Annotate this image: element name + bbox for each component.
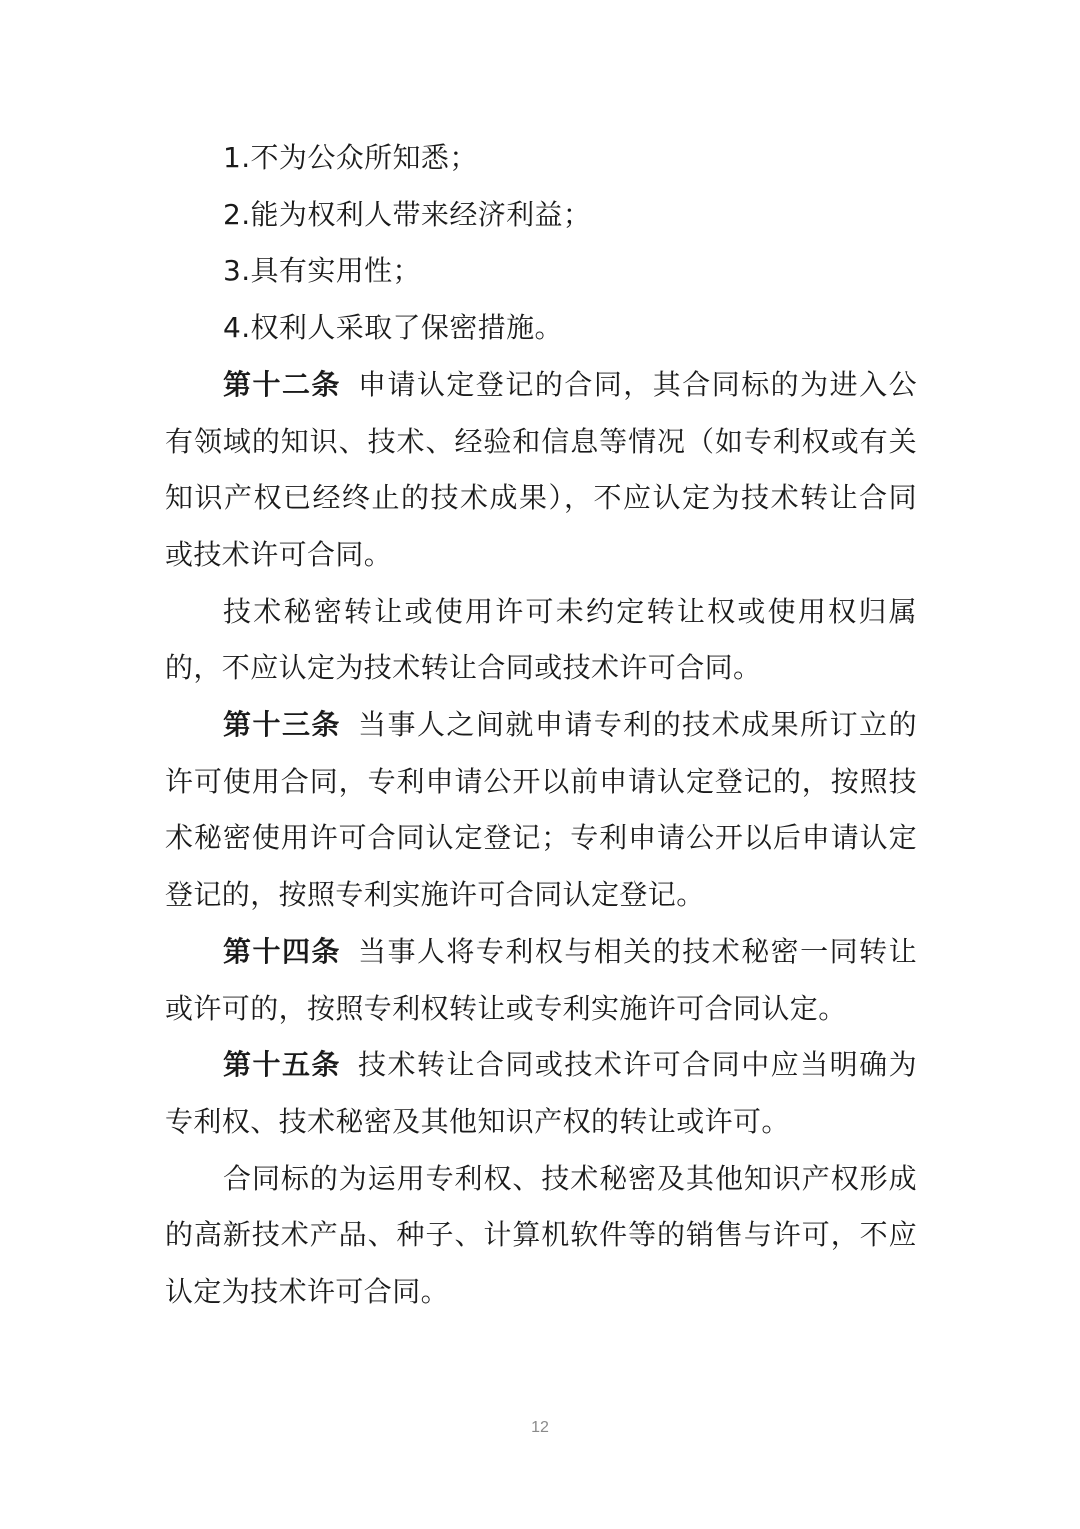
article-text: 当事人将专利权与相关的技术秘密一同转让或许可的，按照专利权转让或专利实施许可合同认定。 <box>165 934 917 1025</box>
article-heading: 第十二条 <box>223 367 341 401</box>
article-heading: 第十四条 <box>223 934 341 968</box>
article-14 <box>165 924 917 1037</box>
article-heading: 第十三条 <box>223 708 341 742</box>
page-number: 12 <box>531 1419 549 1436</box>
article-text: 技术转让合同或技术许可合同中应当明确为专利权、技术秘密及其他知识产权的转让或许可。 <box>165 1048 917 1138</box>
list-item: 2.能为权利人带来经济利益； <box>223 197 592 231</box>
document-body <box>165 130 917 1321</box>
article-13 <box>165 697 917 924</box>
article-heading: 第十五条 <box>223 1048 341 1082</box>
list-item: 4.权利人采取了保密措施。 <box>223 311 563 345</box>
list-item: 1.不为公众所知悉； <box>223 141 478 174</box>
article-15 <box>165 1037 917 1150</box>
article-15-paragraph-2: 合同标的为运用专利权、技术秘密及其他知识产权形成的高新技术产品、种子、计算机软件等的销售与许可，不应认定为技术许可合同。 <box>165 1161 917 1309</box>
article-text: 申请认定登记的合同，其合同标的为进入公有领域的知识、技术、经验和信息等情况（如专利权或有关知识产权已经终止的技术成果），不应认定为技术转让合同或技术许可合同。 <box>165 367 917 571</box>
list-item: 3.具有实用性； <box>223 254 421 288</box>
article-12 <box>165 357 917 584</box>
article-text: 当事人之间就申请专利的技术成果所订立的许可使用合同，专利申请公开以前申请认定登记的，按照技术秘密使用许可合同认定登记；专利申请公开以后申请认定登记的，按照专利实施许可合同认定登记。 <box>165 708 917 912</box>
article-12-paragraph-2: 技术秘密转让或使用许可未约定转让权或使用权归属的，不应认定为技术转让合同或技术许可合同。 <box>165 594 917 685</box>
